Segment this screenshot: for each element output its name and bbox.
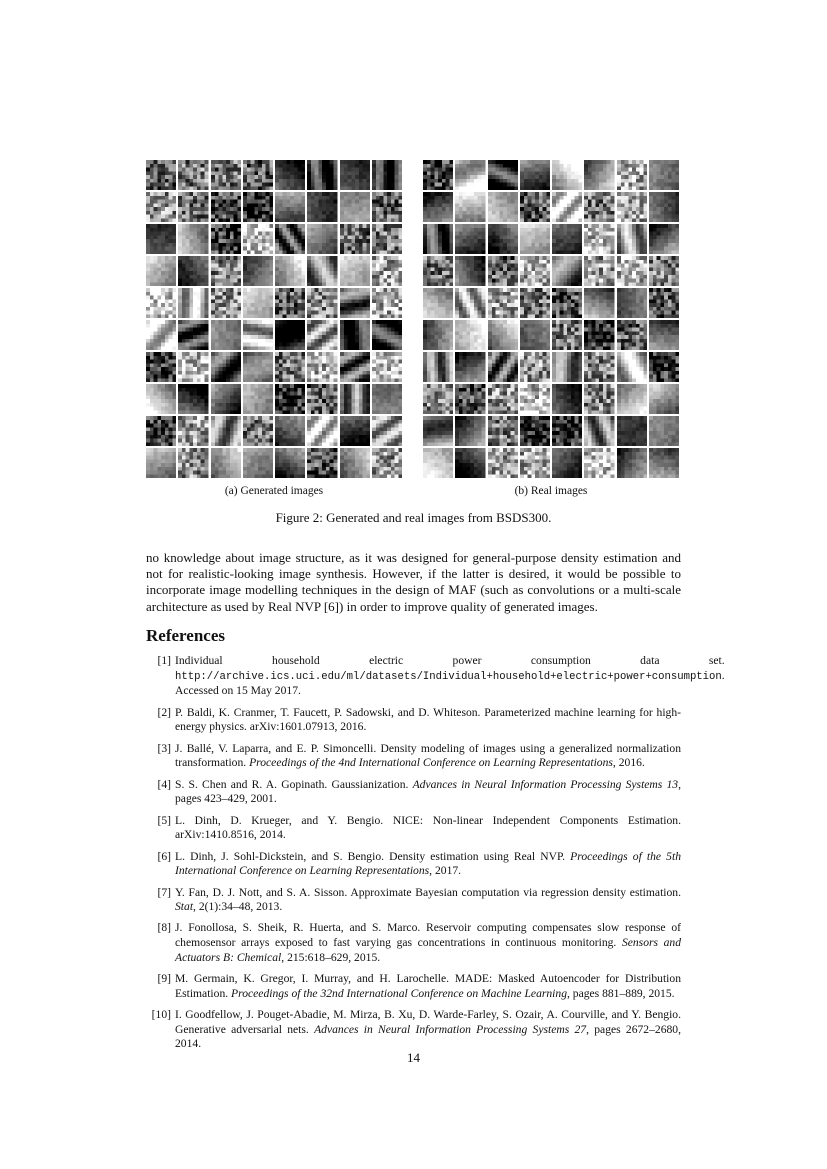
image-patch [275, 256, 305, 286]
image-patch [617, 352, 647, 382]
page-number: 14 [407, 1050, 420, 1065]
image-patch [307, 448, 337, 478]
image-patch [423, 352, 453, 382]
subcaption-real: (b) Real images [514, 485, 588, 497]
image-patch [455, 288, 485, 318]
image-patch [488, 448, 518, 478]
image-patch [617, 448, 647, 478]
image-patch [178, 288, 208, 318]
image-patch [275, 448, 305, 478]
image-patch [307, 256, 337, 286]
image-patch [423, 320, 453, 350]
image-patch [340, 288, 370, 318]
reference-text: S. S. Chen and R. A. Gopinath. Gaussianization. Advances in Neural Information Processing Systems 13, pages 423–429, 2001. [175, 777, 681, 806]
reference-number: [6] [157, 849, 171, 863]
image-patch [488, 160, 518, 190]
image-patch [178, 256, 208, 286]
image-patch [307, 416, 337, 446]
reference-number: [9] [157, 972, 171, 986]
reference-item [146, 886, 681, 915]
image-patch [488, 320, 518, 350]
reference-number: [2] [157, 705, 171, 719]
body-paragraph: no knowledge about image structure, as it was designed for general-purpose density estimation and not for realistic-looking image synthesis. However, if the latter is desired, it would be possible to incorporate image modelling techniques in the design of MAF (such as convolutions or a multi-scale architecture as used by Real NVP [6]) in order to improve quality of generated images. [146, 550, 681, 614]
image-patch [649, 320, 679, 350]
image-patch [372, 288, 402, 318]
reference-item [146, 742, 681, 771]
reference-number: [4] [157, 777, 171, 791]
image-patch [146, 160, 176, 190]
image-patch [617, 384, 647, 414]
image-patch [584, 416, 614, 446]
image-patch [455, 256, 485, 286]
reference-item [146, 850, 681, 879]
image-patch [211, 384, 241, 414]
image-patch [243, 352, 273, 382]
image-patch [584, 448, 614, 478]
image-patch [488, 224, 518, 254]
image-patch [455, 224, 485, 254]
image-patch [340, 192, 370, 222]
image-patch [146, 384, 176, 414]
image-patch [552, 256, 582, 286]
image-patch [552, 416, 582, 446]
image-patch [243, 256, 273, 286]
image-patch [243, 320, 273, 350]
image-patch [178, 448, 208, 478]
image-patch [178, 384, 208, 414]
image-patch [584, 256, 614, 286]
image-patch [520, 192, 550, 222]
reference-number: [7] [157, 885, 171, 899]
image-patch [243, 160, 273, 190]
image-patch [243, 192, 273, 222]
image-patch [423, 416, 453, 446]
image-patch [340, 256, 370, 286]
image-patch [372, 416, 402, 446]
image-patch [146, 288, 176, 318]
reference-url[interactable]: http://archive.ics.uci.edu/ml/datasets/Individual+household+electric+power+consumption [175, 670, 722, 683]
image-patch [146, 192, 176, 222]
image-patch [552, 192, 582, 222]
image-patch [372, 320, 402, 350]
reference-item [146, 972, 681, 1001]
reference-number: [10] [151, 1008, 171, 1022]
image-patch [520, 416, 550, 446]
image-patch [178, 352, 208, 382]
image-patch [340, 448, 370, 478]
image-patch [423, 256, 453, 286]
image-patch [372, 448, 402, 478]
image-patch [372, 224, 402, 254]
image-patch [584, 352, 614, 382]
reference-item [146, 654, 725, 699]
reference-item [146, 921, 681, 965]
image-patch [423, 160, 453, 190]
image-patch [178, 192, 208, 222]
image-patch [488, 192, 518, 222]
reference-text: L. Dinh, D. Krueger, and Y. Bengio. NICE: Non-linear Independent Components Estimation. arXiv:1410.8516, 2014. [175, 813, 681, 842]
image-patch [275, 160, 305, 190]
image-patch [584, 160, 614, 190]
image-patch [211, 416, 241, 446]
image-patch [455, 160, 485, 190]
reference-item [146, 1008, 681, 1052]
image-patch [552, 160, 582, 190]
image-patch [423, 448, 453, 478]
image-patch [488, 384, 518, 414]
image-patch [372, 384, 402, 414]
image-patch [455, 320, 485, 350]
reference-text: L. Dinh, J. Sohl-Dickstein, and S. Bengio. Density estimation using Real NVP. Proceedings of the 5th International Conference on Learning Representations, 2017. [175, 849, 681, 878]
image-patch [146, 320, 176, 350]
image-patch [552, 448, 582, 478]
image-patch [211, 448, 241, 478]
image-patch [275, 416, 305, 446]
image-patch [552, 320, 582, 350]
reference-item [146, 706, 681, 735]
image-patch [307, 160, 337, 190]
image-patch [275, 384, 305, 414]
image-patch [617, 416, 647, 446]
image-patch [211, 160, 241, 190]
image-patch [520, 160, 550, 190]
image-patch [372, 352, 402, 382]
image-patch [584, 224, 614, 254]
image-patch [584, 288, 614, 318]
generated-images-grid [146, 160, 402, 478]
image-patch [520, 384, 550, 414]
image-patch [146, 352, 176, 382]
image-patch [178, 160, 208, 190]
image-patch [649, 288, 679, 318]
image-patch [617, 192, 647, 222]
reference-item [146, 778, 681, 807]
image-patch [552, 288, 582, 318]
image-patch [455, 352, 485, 382]
image-patch [552, 224, 582, 254]
image-patch [649, 384, 679, 414]
image-patch [423, 384, 453, 414]
image-patch [307, 320, 337, 350]
image-patch [617, 224, 647, 254]
reference-number: [8] [157, 921, 171, 935]
subcaption-generated: (a) Generated images [224, 485, 324, 497]
image-patch [211, 224, 241, 254]
image-patch [423, 224, 453, 254]
image-patch [211, 256, 241, 286]
image-patch [455, 416, 485, 446]
reference-text: Y. Fan, D. J. Nott, and S. A. Sisson. Approximate Bayesian computation via regression density estimation. Stat, 2(1):34–48, 2013. [175, 885, 681, 914]
image-patch [423, 288, 453, 318]
image-patch [340, 320, 370, 350]
image-patch [520, 352, 550, 382]
image-patch [340, 384, 370, 414]
image-patch [617, 320, 647, 350]
image-patch [520, 256, 550, 286]
image-patch [617, 288, 647, 318]
image-patch [520, 288, 550, 318]
image-patch [488, 256, 518, 286]
image-patch [211, 320, 241, 350]
image-patch [520, 224, 550, 254]
image-patch [649, 416, 679, 446]
image-patch [340, 352, 370, 382]
image-patch [243, 224, 273, 254]
image-patch [146, 256, 176, 286]
image-patch [178, 416, 208, 446]
image-patch [243, 448, 273, 478]
image-patch [275, 320, 305, 350]
image-patch [488, 352, 518, 382]
image-patch [584, 192, 614, 222]
image-patch [455, 384, 485, 414]
image-patch [372, 192, 402, 222]
image-patch [649, 256, 679, 286]
image-patch [455, 448, 485, 478]
image-patch [649, 160, 679, 190]
reference-number: [3] [157, 741, 171, 755]
reference-text: P. Baldi, K. Cranmer, T. Faucett, P. Sadowski, and D. Whiteson. Parameterized machine learning for high-energy physics. arXiv:1601.07913, 2016. [175, 705, 681, 734]
references-list [146, 654, 725, 1059]
image-patch [275, 192, 305, 222]
image-patch [372, 160, 402, 190]
image-patch [340, 416, 370, 446]
image-patch [307, 384, 337, 414]
references-heading: References [146, 626, 225, 645]
image-patch [146, 224, 176, 254]
image-patch [243, 288, 273, 318]
image-patch [649, 192, 679, 222]
reference-text: J. Ballé, V. Laparra, and E. P. Simoncelli. Density modeling of images using a generalized normalization transformation. Proceedings of the 4nd International Conference on Learning Representations, 2016. [175, 741, 681, 770]
image-patch [488, 288, 518, 318]
reference-number: [5] [157, 813, 171, 827]
image-patch [520, 448, 550, 478]
image-patch [649, 352, 679, 382]
figure-caption: Figure 2: Generated and real images from BSDS300. [275, 510, 552, 525]
image-patch [307, 224, 337, 254]
image-patch [617, 256, 647, 286]
image-patch [146, 416, 176, 446]
image-patch [211, 192, 241, 222]
image-patch [178, 320, 208, 350]
reference-item [146, 814, 681, 843]
image-patch [340, 224, 370, 254]
image-patch [275, 224, 305, 254]
image-patch [275, 352, 305, 382]
image-patch [488, 416, 518, 446]
real-images-grid [423, 160, 679, 478]
image-patch [340, 160, 370, 190]
image-patch [178, 224, 208, 254]
image-patch [211, 288, 241, 318]
image-patch [243, 416, 273, 446]
reference-text: M. Germain, K. Gregor, I. Murray, and H. Larochelle. MADE: Masked Autoencoder for Distribution Estimation. Proceedings of the 32nd International Conference on Machine Learning, pages 881–889, 2015. [175, 972, 681, 1000]
image-patch [584, 384, 614, 414]
image-patch [307, 288, 337, 318]
reference-text: Individual household electric power consumption data set. http://archive.ics.uci.edu/ml/datasets/Individual+household+electric+power+consumption. Accessed on 15 May 2017. [175, 654, 725, 698]
image-patch [275, 288, 305, 318]
image-patch [243, 384, 273, 414]
reference-text: I. Goodfellow, J. Pouget-Abadie, M. Mirza, B. Xu, D. Warde-Farley, S. Ozair, A. Courville, and Y. Bengio. Generative adversarial nets. Advances in Neural Information Processing Systems 27, pages 2672–2680, 2014. [175, 1008, 681, 1051]
image-patch [423, 192, 453, 222]
image-patch [649, 448, 679, 478]
reference-number: [1] [157, 654, 171, 667]
image-patch [649, 224, 679, 254]
image-patch [211, 352, 241, 382]
image-patch [307, 352, 337, 382]
image-patch [552, 384, 582, 414]
reference-text: J. Fonollosa, S. Sheik, R. Huerta, and S. Marco. Reservoir computing compensates slow response of chemosensor arrays exposed to fast varying gas concentrations in continuous monitoring. Sensors and Actuators B: Chemical, 215:618–629, 2015. [175, 921, 681, 964]
image-patch [552, 352, 582, 382]
image-patch [307, 192, 337, 222]
image-patch [146, 448, 176, 478]
image-patch [520, 320, 550, 350]
image-patch [372, 256, 402, 286]
image-patch [584, 320, 614, 350]
image-patch [617, 160, 647, 190]
image-patch [455, 192, 485, 222]
